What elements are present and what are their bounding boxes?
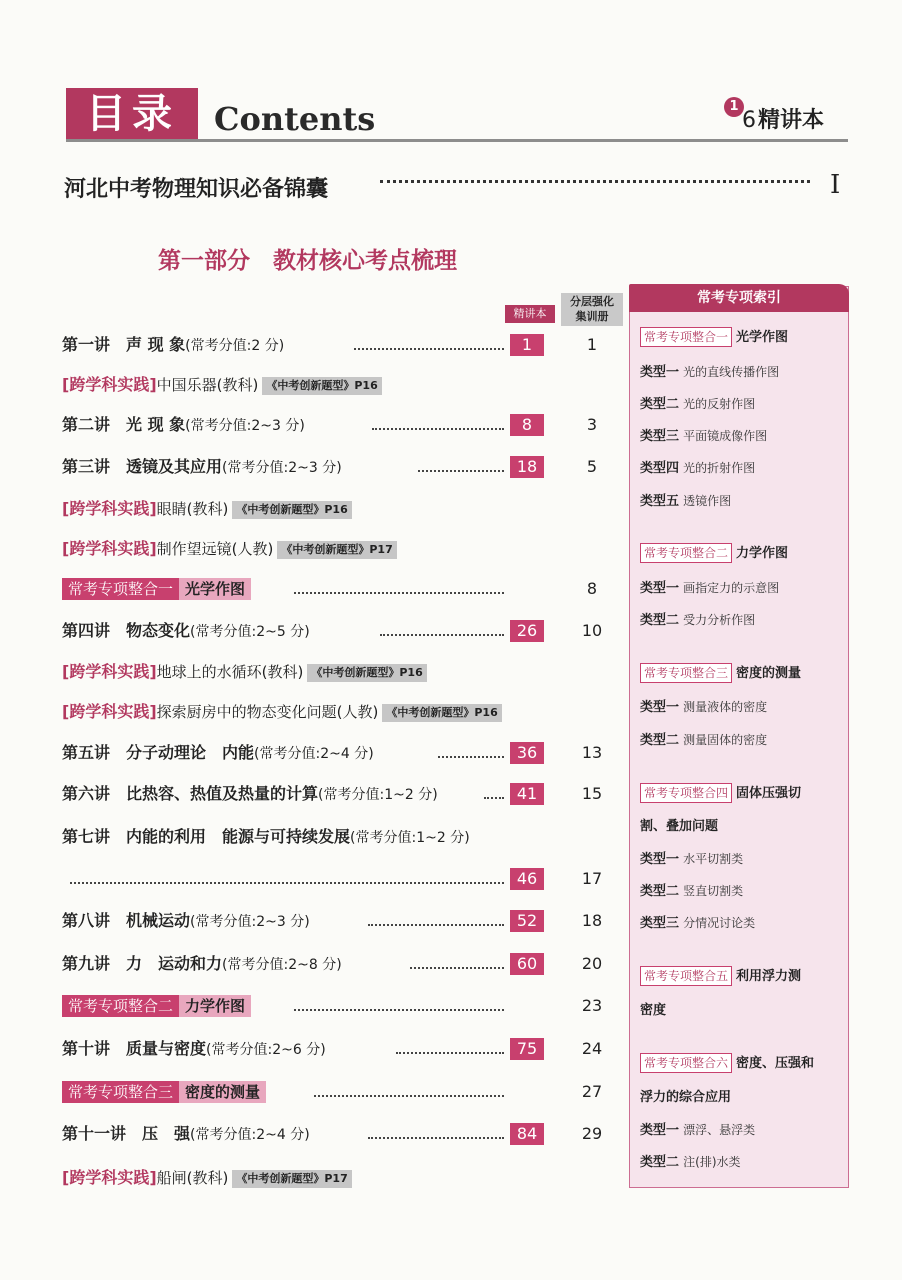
toc-row-title: [62, 1036, 326, 1063]
leader-dots: [368, 1137, 504, 1139]
toc-row-title: [62, 1079, 266, 1105]
book-number-six: 6: [742, 108, 756, 133]
toc-entry-title: 河北中考物理知识必备锦囊: [64, 177, 329, 202]
score-note: (常考分值:2~3 分): [190, 914, 310, 930]
toc-row[interactable]: [62, 740, 622, 766]
toc-row[interactable]: [62, 576, 622, 602]
toc-row-title: [62, 332, 284, 359]
toc-row-title: [62, 536, 397, 562]
practice-tag: [跨学科实践]: [62, 375, 157, 394]
book-name: 精讲本: [758, 108, 825, 133]
index-item[interactable]: [640, 577, 779, 600]
type-title: 受力分析作图: [683, 613, 756, 627]
toc-row-title: [62, 993, 251, 1019]
train-page: 23: [581, 996, 603, 1015]
type-title: 透镜作图: [683, 494, 732, 508]
lecture-title: 第七讲 内能的利用 能源与可持续发展: [62, 827, 351, 846]
toc-row[interactable]: [62, 372, 622, 398]
index-group-heading[interactable]: [640, 783, 801, 805]
index-item[interactable]: [640, 609, 755, 632]
title-box: 目录: [66, 88, 198, 140]
lecture-title: 第五讲 分子动理论 内能: [62, 743, 255, 762]
index-group-title-line2: 浮力的综合应用: [640, 1090, 732, 1105]
type-label: 类型五: [640, 494, 680, 509]
practice-title: 船闸(教科): [156, 1169, 229, 1187]
leader-dots: [294, 1009, 504, 1011]
part-heading: 第一部分 教材核心考点梳理: [158, 248, 457, 274]
train-page: 15: [581, 784, 603, 803]
leader-dots: [314, 1095, 504, 1097]
toc-row[interactable]: [62, 496, 622, 522]
book-page-badge: 60: [510, 953, 544, 975]
type-label: 类型三: [640, 916, 680, 931]
type-label: 类型三: [640, 429, 680, 444]
type-label: 类型二: [640, 397, 680, 412]
special-topic-tag: 常考专项整合一: [62, 578, 179, 600]
index-item[interactable]: [640, 425, 767, 448]
lecture-title: 第二讲 光 现 象: [62, 415, 186, 434]
book-page-badge: 36: [510, 742, 544, 764]
practice-tag: [跨学科实践]: [62, 662, 157, 681]
index-item[interactable]: [640, 912, 755, 935]
type-label: 类型二: [640, 1155, 680, 1170]
train-page: 8: [586, 579, 598, 598]
book-page-badge: 1: [510, 334, 544, 356]
type-title: 竖直切割类: [683, 884, 744, 898]
index-group-title-cont: [640, 1087, 731, 1109]
train-page: 18: [581, 911, 603, 930]
toc-row-title: [62, 1121, 310, 1148]
index-group-title-line2: 割、叠加问题: [640, 819, 719, 834]
innovation-ref: 《中考创新题型》P16: [232, 501, 351, 519]
train-page: 13: [581, 743, 603, 762]
train-page: 1: [586, 335, 598, 354]
special-index-title: 常考专项索引: [629, 284, 849, 312]
leader-dots: [380, 180, 810, 183]
column-head-book: 精讲本: [505, 305, 555, 323]
practice-title: 中国乐器(教科): [156, 376, 259, 394]
toc-row-title: [62, 824, 470, 851]
index-item[interactable]: [640, 361, 779, 384]
type-title: 画指定力的示意图: [683, 581, 780, 595]
type-title: 注(排)水类: [683, 1155, 741, 1169]
type-label: 类型二: [640, 884, 680, 899]
book-page-badge: 41: [510, 783, 544, 805]
toc-row-title: [62, 781, 438, 808]
train-page: 29: [581, 1124, 603, 1143]
book-number-badge: 1: [724, 97, 744, 117]
practice-tag: [跨学科实践]: [62, 539, 157, 558]
index-group-title: 固体压强切: [736, 786, 802, 801]
train-page: 5: [586, 457, 598, 476]
leader-dots: [354, 348, 504, 350]
index-group-title: 密度、压强和: [736, 1056, 815, 1071]
toc-row-title: [62, 1165, 352, 1191]
toc-row[interactable]: [62, 951, 622, 977]
index-group-tag: 常考专项整合三: [640, 663, 732, 683]
index-item[interactable]: [640, 696, 767, 719]
toc-row-title: [62, 618, 310, 645]
toc-row[interactable]: [62, 536, 622, 562]
index-item[interactable]: [640, 393, 755, 416]
index-group-tag: 常考专项整合六: [640, 1053, 732, 1073]
toc-row[interactable]: [62, 412, 622, 438]
special-topic-tag: 常考专项整合三: [62, 1081, 179, 1103]
type-label: 类型一: [640, 581, 680, 596]
index-group-title-cont: [640, 1000, 666, 1022]
index-group-heading[interactable]: [640, 327, 788, 349]
index-item[interactable]: [640, 848, 743, 871]
lecture-title: 第六讲 比热容、热值及热量的计算: [62, 784, 319, 803]
type-title: 光的直线传播作图: [683, 365, 780, 379]
type-label: 类型一: [640, 1123, 680, 1138]
index-item[interactable]: [640, 1119, 755, 1142]
toc-row-title: [62, 659, 427, 685]
column-head-training-line1: 分层强化: [570, 295, 614, 308]
type-label: 类型一: [640, 365, 680, 380]
leader-dots: [410, 967, 504, 969]
train-page: 3: [586, 415, 598, 434]
type-title: 水平切割类: [683, 852, 744, 866]
toc-row-title: [62, 951, 342, 978]
score-note: (常考分值:1~2 分): [350, 830, 470, 846]
practice-title: 地球上的水循环(教科): [156, 663, 304, 681]
type-title: 测量液体的密度: [683, 700, 768, 714]
type-title: 平面镜成像作图: [683, 429, 768, 443]
type-title: 光的反射作图: [683, 397, 756, 411]
toc-row[interactable]: [62, 866, 622, 892]
toc-row-title: [62, 699, 502, 725]
type-label: 类型二: [640, 733, 680, 748]
index-group-title: 密度的测量: [736, 666, 802, 681]
index-group-heading[interactable]: [640, 1053, 814, 1075]
book-label: [742, 103, 824, 134]
leader-dots: [380, 634, 504, 636]
index-group-tag: 常考专项整合一: [640, 327, 732, 347]
leader-dots: [368, 924, 504, 926]
special-topic-title: 密度的测量: [179, 1081, 266, 1103]
toc-row-title: [62, 740, 374, 767]
lecture-title: 第一讲 声 现 象: [62, 335, 186, 354]
toc-row[interactable]: [62, 1079, 622, 1105]
toc-row-title: [62, 576, 251, 602]
type-title: 测量固体的密度: [683, 733, 768, 747]
toc-row[interactable]: [62, 659, 622, 685]
index-group-tag: 常考专项整合二: [640, 543, 732, 563]
type-label: 类型一: [640, 852, 680, 867]
index-group-heading[interactable]: [640, 663, 801, 685]
toc-row[interactable]: [62, 1036, 622, 1062]
toc-row[interactable]: [62, 1121, 622, 1147]
special-topic-title: 光学作图: [179, 578, 251, 600]
lecture-title: 第三讲 透镜及其应用: [62, 457, 223, 476]
toc-row[interactable]: [62, 1165, 622, 1191]
index-group-title: 光学作图: [736, 330, 789, 345]
toc-row[interactable]: [62, 781, 622, 807]
score-note: (常考分值:2~3 分): [185, 418, 305, 434]
book-page-badge: 52: [510, 910, 544, 932]
index-group-title: 力学作图: [736, 546, 789, 561]
score-note: (常考分值:2~5 分): [190, 624, 310, 640]
column-head-training: [561, 293, 623, 326]
toc-row-title: [62, 412, 305, 439]
index-item[interactable]: [640, 729, 767, 752]
score-note: (常考分值:2~4 分): [254, 746, 374, 762]
score-note: (常考分值:2~3 分): [222, 460, 342, 476]
innovation-ref: 《中考创新题型》P17: [232, 1170, 351, 1188]
index-group-title-line2: 密度: [640, 1003, 667, 1018]
score-note: (常考分值:2~6 分): [206, 1042, 326, 1058]
type-label: 类型一: [640, 700, 680, 715]
lecture-title: 第八讲 机械运动: [62, 911, 191, 930]
index-item[interactable]: [640, 880, 743, 903]
leader-dots: [418, 470, 504, 472]
book-page-badge: 46: [510, 868, 544, 890]
index-group-heading[interactable]: [640, 543, 788, 565]
book-page-badge: 8: [510, 414, 544, 436]
practice-tag: [跨学科实践]: [62, 702, 157, 721]
toc-row-title: [62, 496, 352, 522]
toc-row[interactable]: [62, 454, 622, 480]
practice-tag: [跨学科实践]: [62, 499, 157, 518]
toc-row-title: [62, 454, 342, 481]
practice-title: 眼睛(教科): [156, 500, 229, 518]
book-page-badge: 75: [510, 1038, 544, 1060]
toc-row[interactable]: [62, 699, 622, 725]
train-page: 24: [581, 1039, 603, 1058]
leader-dots: [484, 797, 504, 799]
toc-row-title: [62, 908, 310, 935]
practice-tag: [跨学科实践]: [62, 1168, 157, 1187]
toc-row[interactable]: [62, 618, 622, 644]
innovation-ref: 《中考创新题型》P17: [277, 541, 396, 559]
score-note: (常考分值:1~2 分): [318, 787, 438, 803]
toc-row[interactable]: [62, 908, 622, 934]
title-english: Contents: [214, 100, 376, 138]
leader-dots: [396, 1052, 504, 1054]
index-group-title-cont: [640, 816, 718, 838]
train-page: 17: [581, 869, 603, 888]
type-label: 类型四: [640, 461, 680, 476]
book-page-badge: 26: [510, 620, 544, 642]
lecture-title: 第十讲 质量与密度: [62, 1039, 207, 1058]
index-group-title: 利用浮力测: [736, 969, 802, 984]
type-title: 漂浮、悬浮类: [683, 1123, 756, 1137]
train-page: 20: [581, 954, 603, 973]
index-group-heading[interactable]: [640, 966, 801, 988]
practice-title: 探索厨房中的物态变化问题(人教): [156, 703, 379, 721]
innovation-ref: 《中考创新题型》P16: [262, 377, 381, 395]
leader-dots: [294, 592, 504, 594]
type-label: 类型二: [640, 613, 680, 628]
toc-row-title: [62, 372, 382, 398]
lecture-title: 第十一讲 压 强: [62, 1124, 191, 1143]
leader-dots: [70, 882, 504, 884]
toc-row[interactable]: [62, 824, 622, 850]
leader-dots: [438, 756, 504, 758]
innovation-ref: 《中考创新题型》P16: [382, 704, 501, 722]
practice-title: 制作望远镜(人教): [156, 540, 274, 558]
index-item[interactable]: [640, 1151, 741, 1174]
train-page: 27: [581, 1082, 603, 1101]
score-note: (常考分值:2 分): [185, 338, 285, 354]
special-topic-title: 力学作图: [179, 995, 251, 1017]
leader-dots: [372, 428, 504, 430]
index-item[interactable]: [640, 490, 731, 513]
column-head-training-line2: 集训册: [575, 310, 609, 323]
index-group-tag: 常考专项整合五: [640, 966, 732, 986]
type-title: 分情况讨论类: [683, 916, 756, 930]
score-note: (常考分值:2~8 分): [222, 957, 342, 973]
toc-entry-page: I: [830, 170, 841, 200]
book-page-badge: 84: [510, 1123, 544, 1145]
toc-row[interactable]: [62, 993, 622, 1019]
innovation-ref: 《中考创新题型》P16: [307, 664, 426, 682]
header-rule: [66, 139, 848, 142]
lecture-title: 第四讲 物态变化: [62, 621, 191, 640]
type-title: 光的折射作图: [683, 461, 756, 475]
lecture-title: 第九讲 力 运动和力: [62, 954, 223, 973]
index-item[interactable]: [640, 457, 755, 480]
special-topic-tag: 常考专项整合二: [62, 995, 179, 1017]
book-page-badge: 18: [510, 456, 544, 478]
train-page: 10: [581, 621, 603, 640]
toc-row[interactable]: [62, 332, 622, 358]
index-group-tag: 常考专项整合四: [640, 783, 732, 803]
score-note: (常考分值:2~4 分): [190, 1127, 310, 1143]
